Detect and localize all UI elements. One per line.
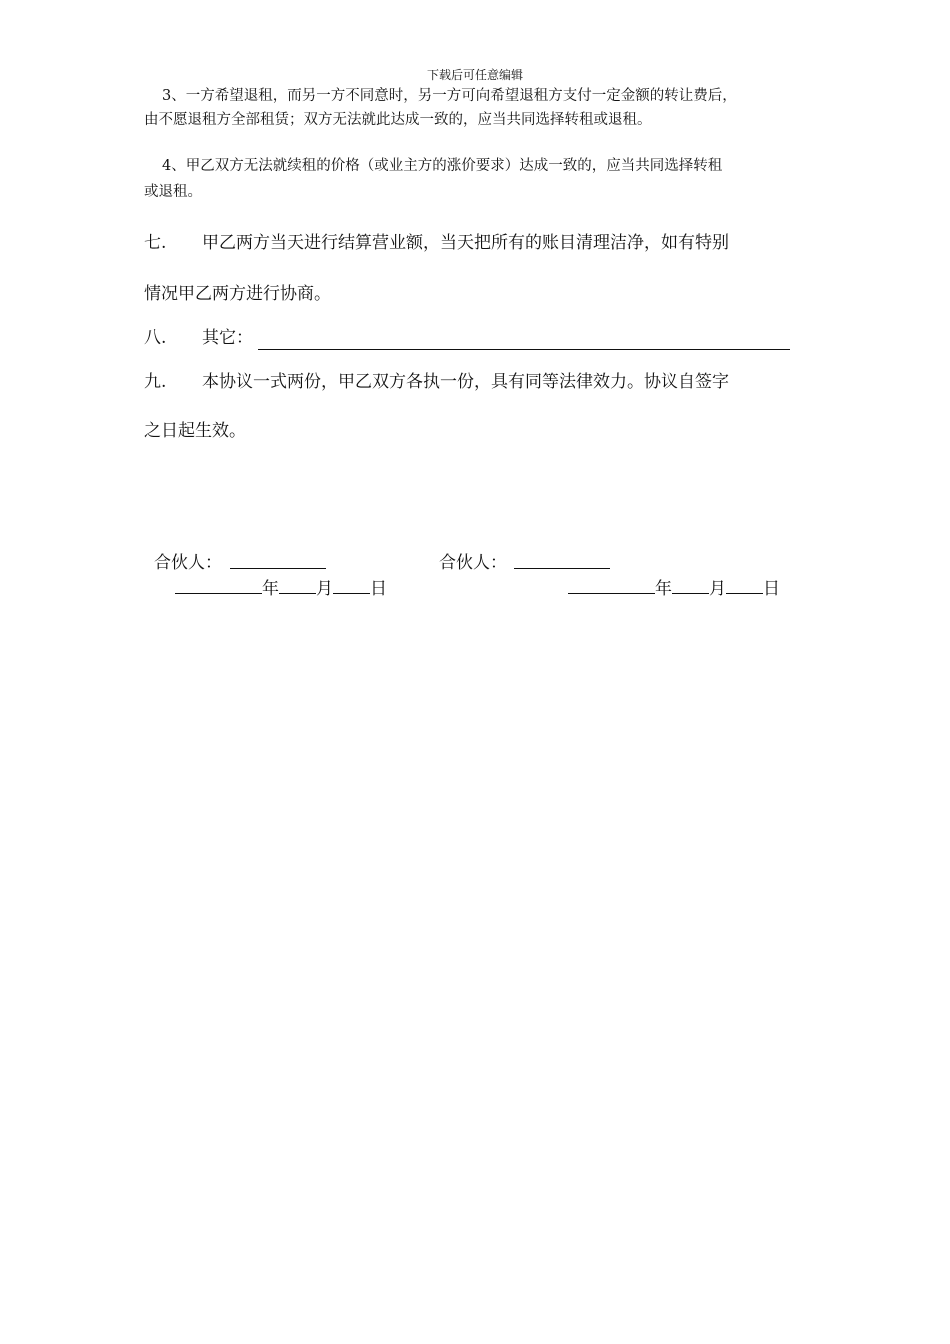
clause-4-line-2: 或退租。 <box>144 184 202 200</box>
section-7-line-2: 情况甲乙两方进行协商。 <box>144 284 331 304</box>
clause-4-line-1: 4、甲乙双方无法就续租的价格（或业主方的涨价要求）达成一致的，应当共同选择转租 <box>162 158 723 174</box>
page-header: 下载后可任意编辑 <box>426 68 523 82</box>
left-partner-signature-line[interactable] <box>230 568 326 569</box>
other-terms-blank-line[interactable] <box>258 349 790 350</box>
right-date-month-label: 月 <box>709 579 726 599</box>
left-date-month-blank[interactable] <box>279 577 316 594</box>
right-date-day-label: 日 <box>763 579 780 599</box>
clause-3-line-2: 由不愿退租方全部租赁；双方无法就此达成一致的，应当共同选择转租或退租。 <box>144 112 652 128</box>
clause-3-line-1: 3、一方希望退租，而另一方不同意时，另一方可向希望退租方支付一定金额的转让费后， <box>162 88 737 104</box>
left-date-day-blank[interactable] <box>333 577 370 594</box>
right-date-year-label: 年 <box>655 579 672 599</box>
section-7-line-1 <box>144 228 729 253</box>
section-8-label: 其它： <box>202 328 253 348</box>
right-date-month-blank[interactable] <box>672 577 709 594</box>
right-date <box>568 574 780 599</box>
right-partner-label: 合伙人： <box>439 553 507 573</box>
section-8-number: 八. <box>144 328 167 348</box>
right-date-year-blank[interactable] <box>568 577 655 594</box>
section-9-text: 本协议一式两份，甲乙双方各执一份，具有同等法律效力。协议自签字 <box>202 372 729 392</box>
section-9-number: 九. <box>144 372 167 392</box>
section-9-line-1 <box>144 367 729 392</box>
section-9-line-2: 之日起生效。 <box>144 421 246 441</box>
left-date-month-label: 月 <box>316 579 333 599</box>
section-7-number: 七. <box>144 233 167 253</box>
left-date-year-label: 年 <box>262 579 279 599</box>
right-partner-signature-line[interactable] <box>514 568 610 569</box>
section-8-line <box>144 323 253 348</box>
left-date-day-label: 日 <box>370 579 387 599</box>
left-date <box>175 574 387 599</box>
left-date-year-blank[interactable] <box>175 577 262 594</box>
section-7-text: 甲乙两方当天进行结算营业额，当天把所有的账目清理洁净，如有特别 <box>202 233 729 253</box>
right-date-day-blank[interactable] <box>726 577 763 594</box>
left-partner-label: 合伙人： <box>154 553 222 573</box>
